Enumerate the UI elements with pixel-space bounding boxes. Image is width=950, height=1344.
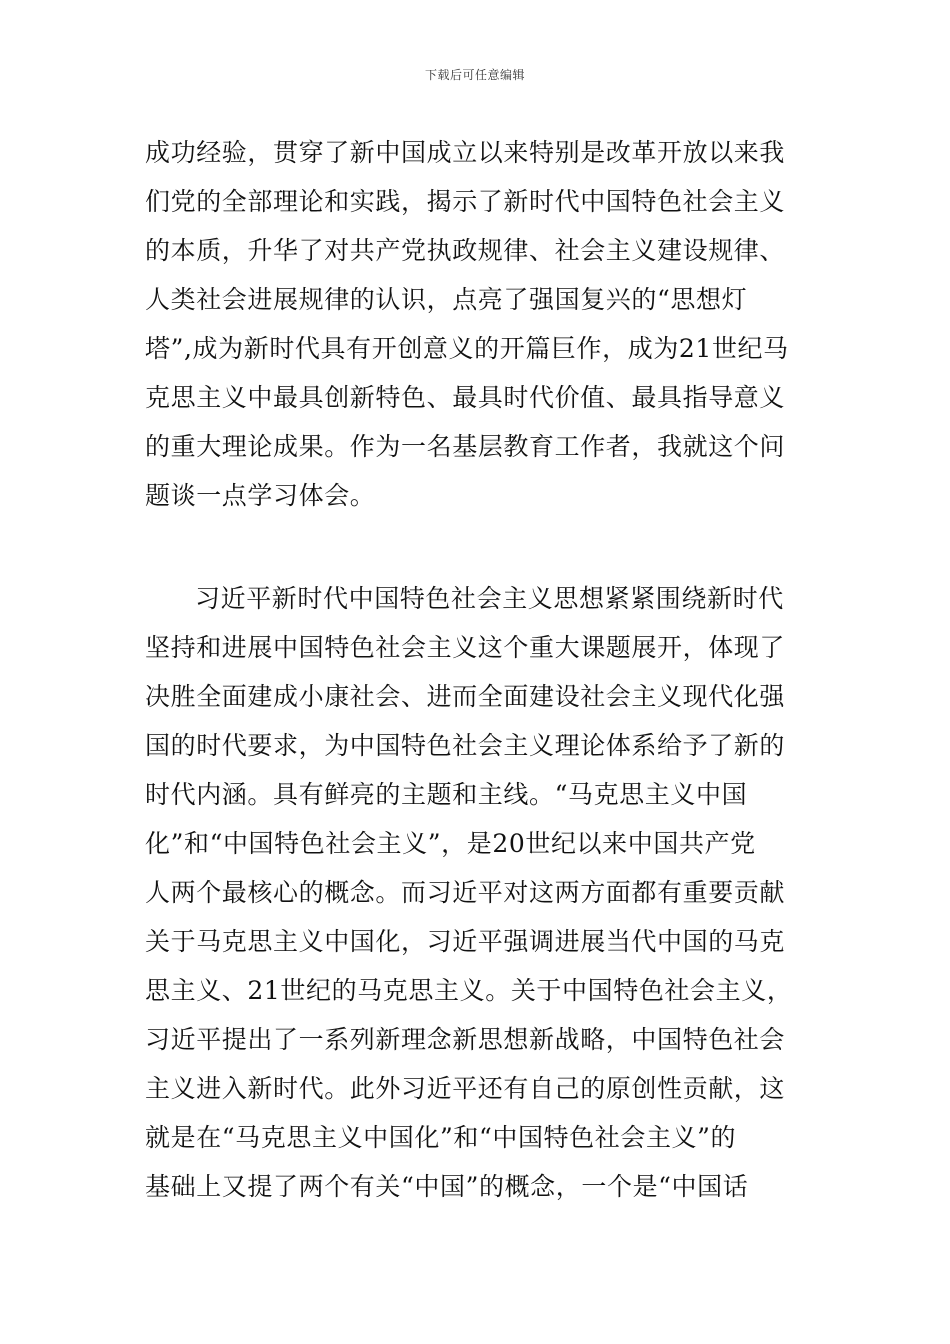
paragraph-2-line-9: 思主义、21世纪的马克思主义。关于中国特色社会主义， [145, 976, 793, 1005]
paragraph-2-line-7: 人两个最核心的概念。而习近平对这两方面都有重要贡献 [145, 878, 786, 907]
paragraph-1-line-1: 成功经验，贯穿了新中国成立以来特别是改革开放以来我 [145, 138, 786, 167]
paragraph-1-line-3: 的本质，升华了对共产党执政规律、社会主义建设规律、 [145, 236, 786, 265]
paragraph-2-line-2: 坚持和进展中国特色社会主义这个重大课题展开，体现了 [145, 633, 786, 662]
paragraph-2-line-5: 时代内涵。具有鲜亮的主题和主线。“马克思主义中国 [145, 780, 748, 809]
paragraph-2-line-11: 主义进入新时代。此外习近平还有自己的原创性贡献，这 [145, 1074, 786, 1103]
paragraph-2-line-8: 关于马克思主义中国化，习近平强调进展当代中国的马克 [145, 927, 786, 956]
paragraph-1-line-8: 题谈一点学习体会。 [145, 481, 376, 510]
page-header: 下载后可任意编辑 [424, 68, 525, 82]
paragraph-2-line-1: 习近平新时代中国特色社会主义思想紧紧围绕新时代 [195, 584, 784, 613]
paragraph-1-line-7: 的重大理论成果。作为一名基层教育工作者，我就这个问 [145, 432, 786, 461]
paragraph-2-line-10: 习近平提出了一系列新理念新思想新战略，中国特色社会 [145, 1025, 786, 1054]
paragraph-2-line-6: 化”和“中国特色社会主义”，是20世纪以来中国共产党 [145, 829, 756, 858]
paragraph-1-line-4: 人类社会进展规律的认识，点亮了强国复兴的“思想灯 [145, 285, 748, 314]
paragraph-2-line-4: 国的时代要求，为中国特色社会主义理论体系给予了新的 [145, 731, 786, 760]
paragraph-2-line-12: 就是在“马克思主义中国化”和“中国特色社会主义”的 [145, 1123, 737, 1152]
paragraph-2-line-13: 基础上又提了两个有关“中国”的概念，一个是“中国话 [145, 1172, 749, 1201]
paragraph-2-line-3: 决胜全面建成小康社会、进而全面建设社会主义现代化强 [145, 682, 786, 711]
paragraph-1-line-6: 克思主义中最具创新特色、最具时代价值、最具指导意义 [145, 383, 786, 412]
paragraph-1-line-2: 们党的全部理论和实践，揭示了新时代中国特色社会主义 [145, 187, 786, 216]
paragraph-1-line-5: 塔”,成为新时代具有开创意义的开篇巨作，成为21世纪马 [145, 334, 789, 363]
